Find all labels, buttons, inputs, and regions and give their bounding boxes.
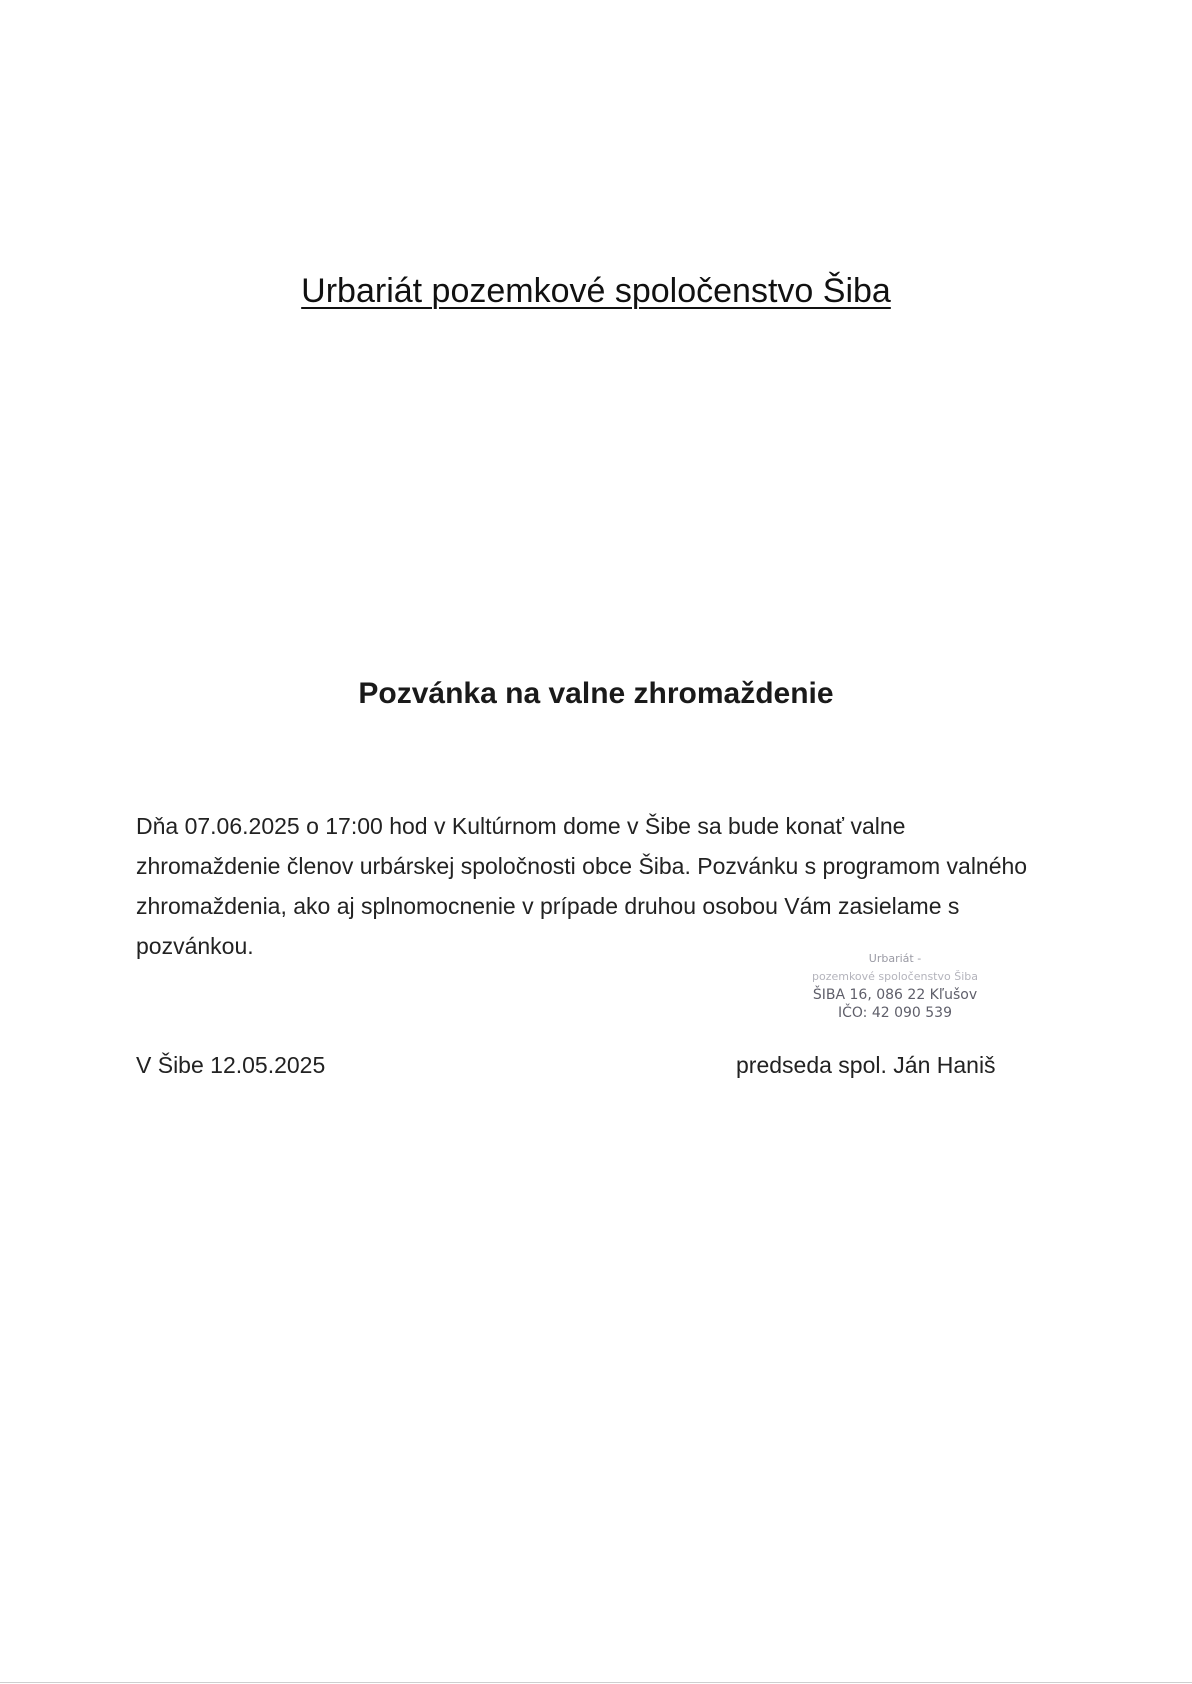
page-bottom-edge <box>0 1682 1192 1683</box>
invitation-body: Dňa 07.06.2025 o 17:00 hod v Kultúrnom dome v Šibe sa bude konať valne zhromaždenie členov urbárskej spoločnosti obce Šiba. Pozvánku s programom valného zhromaždenia, ako aj splnomocnenie v prípade druhou osobou Vám zasielame s pozvánkou. <box>136 813 1028 959</box>
stamp-line-ico: IČO: 42 090 539 <box>837 1005 952 1021</box>
organization-title <box>0 272 1192 311</box>
signature-line: predseda spol. Ján Haniš <box>736 1052 996 1078</box>
stamp-line-address: ŠIBA 16, 086 22 Kľušov <box>812 987 978 1003</box>
organization-stamp <box>780 950 1010 1030</box>
stamp-line-subtitle: pozemkové spoločenstvo Šiba <box>811 970 978 983</box>
organization-title-text: Urbariát pozemkové spoločenstvo Šiba <box>301 272 891 310</box>
place-and-date: V Šibe 12.05.2025 <box>136 1052 326 1078</box>
stamp-line-name: Urbariát - <box>868 952 922 965</box>
invitation-heading: Pozvánka na valne zhromaždenie <box>358 677 834 710</box>
